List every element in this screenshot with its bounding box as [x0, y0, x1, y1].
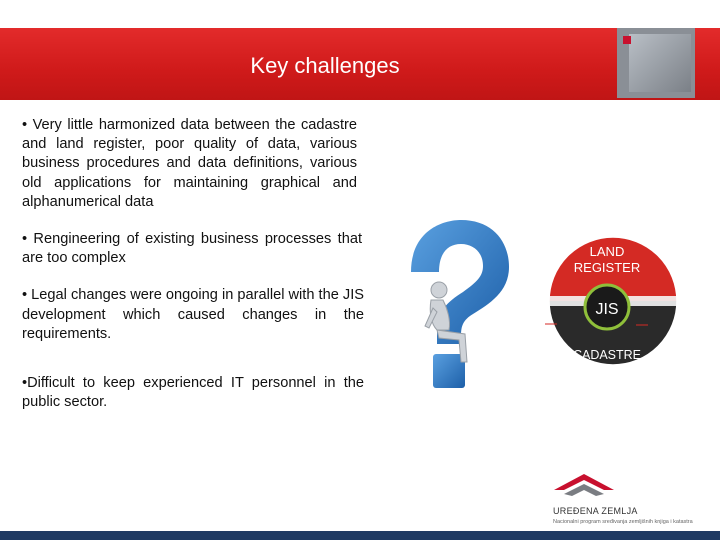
thumbnail-logo-icon	[623, 36, 631, 44]
logo-name: UREĐENA ZEMLJA	[553, 506, 638, 516]
header-thumbnail-image	[617, 28, 695, 98]
logo-mark-icon	[550, 468, 620, 504]
question-mark-figure-image	[381, 212, 521, 398]
map-thumbnail	[629, 34, 691, 92]
logo-subtitle: Nacionalni program sređivanja zemljišnih knjiga i katastra	[553, 519, 693, 525]
bullet-item: • Very little harmonized data between the cadastre and land register, poor quality of data, various business procedures and data definitions, various old applications for maintaining graphical and alphanumerical data	[22, 117, 357, 210]
uredena-zemlja-logo	[548, 468, 720, 530]
bullet-item: • Rengineering of existing business processes that are too complex	[22, 231, 362, 267]
slide-title: Key challenges	[250, 53, 400, 78]
title-banner	[0, 28, 720, 100]
land-label: LAND	[589, 244, 625, 259]
bullet-list	[22, 116, 364, 430]
bullet-item: • Legal changes were ongoing in parallel with the JIS development which caused changes in the requirements.	[22, 287, 364, 342]
bullet-item: •Difficult to keep experienced IT personnel in the public sector.	[22, 375, 364, 411]
jis-label: JIS	[595, 301, 619, 318]
register-label: REGISTER	[573, 260, 641, 275]
jis-circle-diagram	[536, 234, 690, 368]
cadastre-label: CADASTRE	[572, 348, 642, 362]
bottom-bar	[0, 531, 720, 540]
